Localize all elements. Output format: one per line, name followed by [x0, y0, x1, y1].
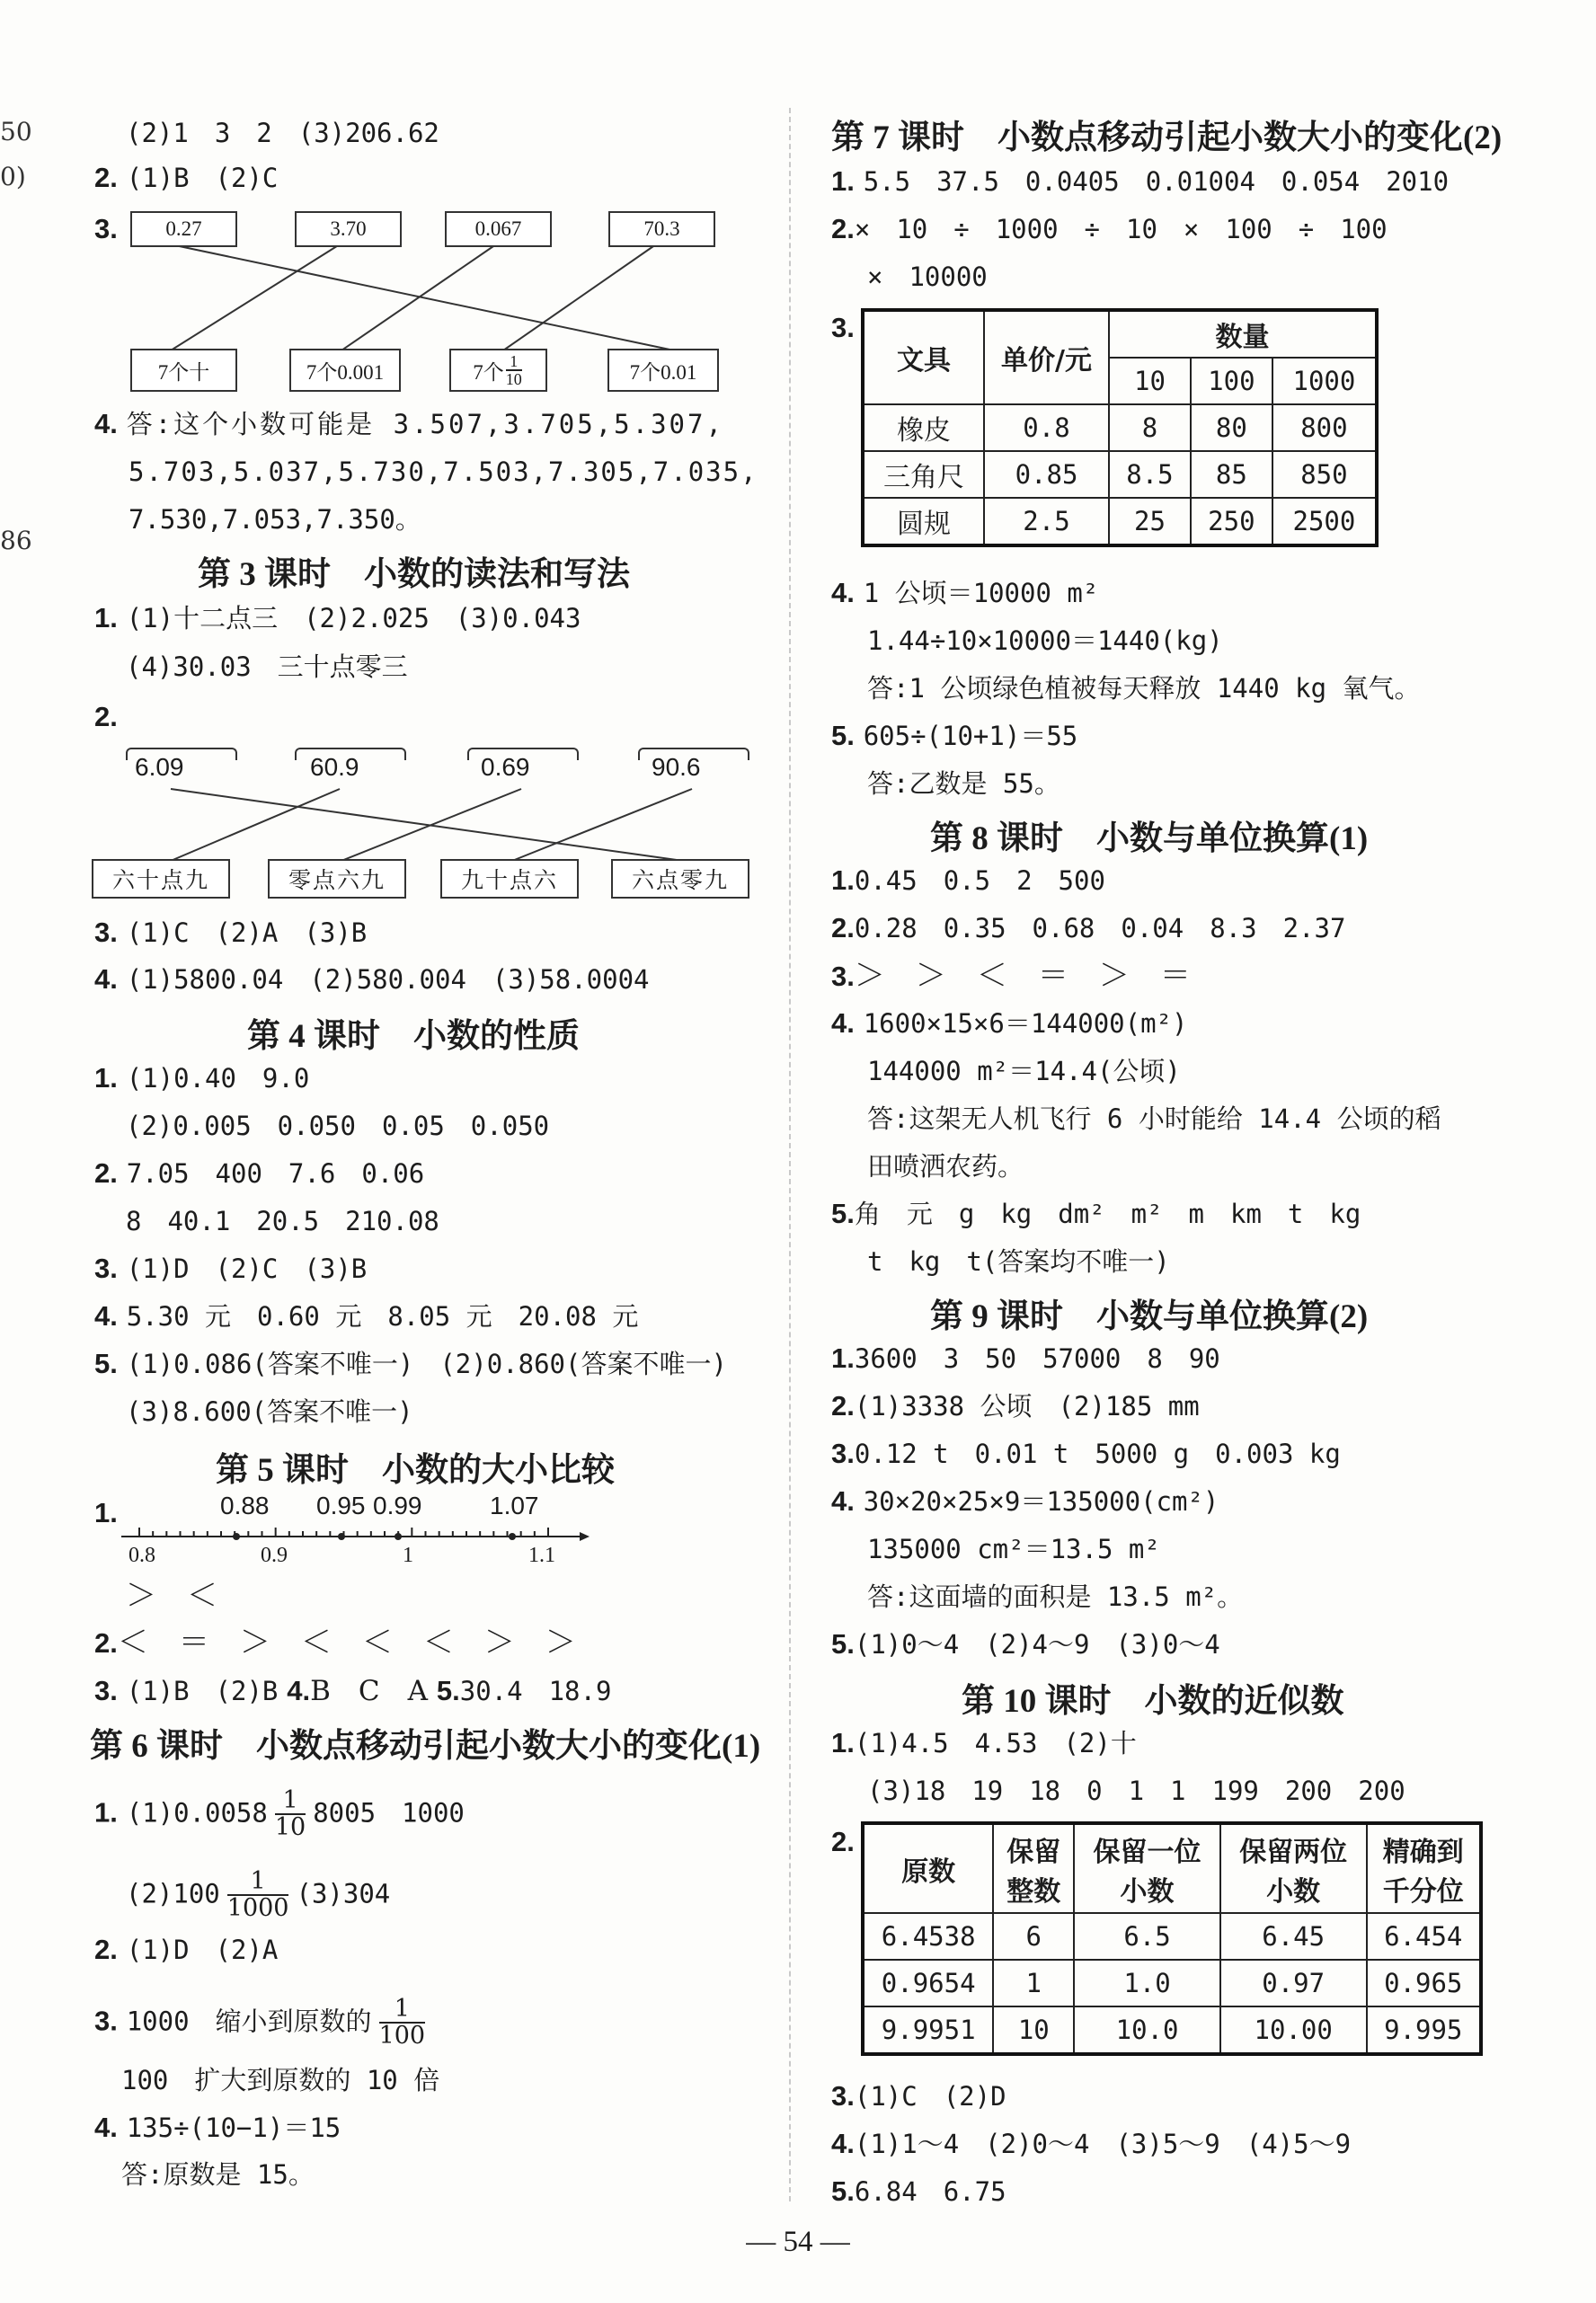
table-cell: 圆规 [863, 498, 984, 545]
table-cell: 2.5 [984, 498, 1109, 545]
match-tag: 零点六九 [268, 859, 406, 899]
question-number: 1. [94, 1796, 118, 1829]
table-cell: 1.0 [1074, 1960, 1220, 2006]
answer-line: (1)0～4 (2)4～9 (3)0～4 [854, 1629, 1220, 1660]
question-number: 3. [831, 961, 855, 992]
answer-line: 答:这面墙的面积是 13.5 m²。 [867, 1581, 1244, 1612]
match-tag: 六点零九 [611, 859, 749, 899]
table-cell: 6.4538 [863, 1913, 993, 1960]
table-cell: 10.00 [1220, 2006, 1367, 2054]
question-number: 3. [94, 213, 118, 244]
fraction: $\frac{1}{10}$ [274, 1786, 306, 1841]
match-value: 6.09 [135, 753, 184, 781]
match-value: 90.6 [652, 753, 701, 781]
page-number: — 54 — [746, 2226, 850, 2258]
answer-line: (1)D (2)A [126, 1935, 279, 1965]
match-box-bottom: 7个十 [130, 349, 237, 392]
table-header: 原数 [863, 1823, 993, 1913]
question-number: 3. [94, 2005, 118, 2037]
answer-line: × 10000 [867, 261, 988, 292]
answer-line: 0.12 t 0.01 t 5000 g 0.003 kg [854, 1439, 1341, 1469]
table-header: 保留一位 小数 [1074, 1823, 1220, 1913]
lesson-title: 第 7 课时 小数点移动引起小数大小的变化(2) [831, 120, 1503, 156]
question-number: 3. [94, 1675, 118, 1706]
answer-line: 6.84 6.75 [854, 2176, 1006, 2207]
number-line [0, 0, 791, 1599]
edge-fragment: 0) [0, 162, 26, 191]
answer-line: ＞ ＞ ＜ ＝ ＞ ＝ [854, 958, 1191, 994]
answer-line: (1)5800.04 (2)580.004 (3)58.0004 [126, 964, 650, 995]
table-cell: 0.9654 [863, 1960, 993, 2006]
table-cell: 8 [1109, 404, 1191, 451]
answer-line: ＞ ＜ [126, 1578, 217, 1614]
question-number: 2. [831, 1826, 855, 1857]
table-cell: 0.97 [1220, 1960, 1367, 2006]
table-header: 精确到 千分位 [1367, 1823, 1481, 1913]
table-cell: 6.5 [1074, 1913, 1220, 1960]
answer-line: 答:乙数是 55。 [867, 768, 1060, 799]
answer-line: (1)1～4 (2)0～4 (3)5～9 (4)5～9 [854, 2129, 1352, 2159]
question-number: 3. [831, 312, 855, 343]
table-cell: 三角尺 [863, 451, 984, 498]
table-header: 单价/元 [984, 310, 1109, 404]
answer-line: (1)0.40 9.0 [126, 1063, 310, 1094]
table-row [863, 1960, 1481, 2006]
table-row [863, 2006, 1481, 2054]
numberline-tick: 1 [403, 1544, 413, 1567]
question-number: 4. [831, 1007, 855, 1039]
fraction: $\frac{1}{100}$ [378, 1995, 426, 2050]
question-number: 5. [831, 720, 855, 751]
numberline-tick: 0.9 [261, 1544, 288, 1567]
numberline-mark: 1.07 [490, 1492, 539, 1519]
answer-line: 144000 m²＝14.4(公顷) [867, 1056, 1181, 1086]
match-box-bottom: 7个0.001 [289, 349, 401, 392]
answer-line: (1)0.086(答案不唯一) (2)0.860(答案不唯一) [126, 1349, 727, 1379]
lesson-title: 第 3 课时 小数的读法和写法 [198, 556, 630, 593]
question-number: 5. [94, 1348, 118, 1379]
answer-line: (3)304 [296, 1878, 391, 1909]
fraction: $\frac{1}{1000}$ [226, 1867, 289, 1922]
table-row [863, 1913, 1481, 1960]
answer-line: 答:这个小数可能是 3.507,3.705,5.307, [126, 409, 724, 439]
answer-line: (1)3338 公顷 (2)185 mm [854, 1391, 1200, 1422]
answer-line: (1)C (2)D [854, 2081, 1006, 2112]
table-cell: 0.965 [1367, 1960, 1481, 2006]
question-number: 4. [831, 2128, 855, 2159]
table-cell: 1 [993, 1960, 1074, 2006]
rounding-table [861, 1821, 1483, 2056]
answer-line: 答:1 公顷绿色植被每天释放 1440 kg 氧气。 [867, 673, 1421, 704]
numberline-mark: 0.88 [220, 1492, 270, 1519]
answer-line: 5.5 37.5 0.0405 0.01004 0.054 2010 [863, 166, 1450, 197]
table-cell: 850 [1272, 451, 1377, 498]
numberline-tick: 1.1 [528, 1544, 555, 1567]
match-value: 0.69 [481, 753, 530, 781]
lesson-title: 第 8 课时 小数与单位换算(1) [930, 820, 1369, 857]
answer-line: 3600 3 50 57000 8 90 [854, 1343, 1220, 1374]
answer-line: 5.30 元 0.60 元 8.05 元 20.08 元 [126, 1301, 639, 1332]
answer-line: (1)D (2)C (3)B [126, 1253, 368, 1284]
match-tag: 九十点六 [440, 859, 579, 899]
answer-line: 605÷(10+1)＝55 [863, 721, 1078, 751]
question-number: 2. [831, 912, 855, 943]
answer-line: ＜ ＝ ＞ ＜ ＜ ＜ ＞ ＞ [117, 1625, 576, 1661]
answer-line: 8 40.1 20.5 210.08 [126, 1206, 439, 1236]
answer-line: 0.28 0.35 0.68 0.04 8.3 2.37 [854, 913, 1346, 943]
table-header: 数量 [1109, 310, 1377, 358]
price-table [861, 308, 1379, 547]
table-cell: 9.9951 [863, 2006, 993, 2054]
answer-line: × 10 ÷ 1000 ÷ 10 × 100 ÷ 100 [854, 214, 1388, 244]
table-cell: 250 [1191, 498, 1272, 545]
answer-line: 1 公顷＝10000 m² [863, 578, 1099, 608]
table-cell: 8.5 [1109, 451, 1191, 498]
table-cell: 6 [993, 1913, 1074, 1960]
question-number: 4. [94, 1300, 118, 1332]
match-box-top: 70.3 [608, 211, 715, 247]
lesson-title: 第 6 课时 小数点移动引起小数大小的变化(1) [90, 1728, 761, 1765]
answer-line: (1)B (2)C [126, 163, 279, 193]
question-number: 5. [831, 1198, 855, 1229]
question-number: 2. [94, 1934, 118, 1965]
answer-line: 1000 缩小到原数的 [126, 2006, 372, 2037]
table-header: 保留两位 小数 [1220, 1823, 1367, 1913]
table-row [863, 404, 1377, 451]
answer-line: (2)1 3 2 (3)206.62 [126, 118, 439, 148]
answer-line: (1)十二点三 (2)2.025 (3)0.043 [126, 603, 581, 633]
question-number: 1. [831, 864, 855, 896]
table-cell: 6.45 [1220, 1913, 1367, 1960]
question-number: 3. [831, 1438, 855, 1469]
table-cell: 10 [1109, 358, 1191, 404]
match-box-top: 0.067 [445, 211, 552, 247]
table-header: 保留 整数 [993, 1823, 1074, 1913]
lesson-title: 第 9 课时 小数与单位换算(2) [930, 1298, 1369, 1335]
answer-line: (3)8.600(答案不唯一) [126, 1396, 413, 1427]
edge-fragment: 50 [0, 117, 32, 146]
table-cell: 800 [1272, 404, 1377, 451]
answer-line: (3)18 19 18 0 1 1 199 200 200 [867, 1776, 1405, 1806]
edge-fragment: 86 [0, 526, 32, 555]
answer-line: (1)B (2)B [126, 1676, 279, 1706]
match-box-top: 0.27 [130, 211, 237, 247]
answer-line: t kg t(答案均不唯一) [867, 1246, 1170, 1277]
answer-line: (1)C (2)A (3)B [126, 917, 368, 948]
lesson-title: 第 10 课时 小数的近似数 [962, 1683, 1344, 1720]
table-cell: 6.454 [1367, 1913, 1481, 1960]
answer-line: 5.703,5.037,5.730,7.503,7.305,7.035, [129, 456, 758, 487]
table-header: 文具 [863, 310, 984, 404]
question-number: 2. [94, 1627, 118, 1659]
question-number: 4. [831, 577, 855, 608]
match-box-bottom: 7个0.01 [607, 349, 719, 392]
answer-line: 1.44÷10×10000＝1440(kg) [867, 625, 1223, 656]
answer-line: 7.05 400 7.6 0.06 [126, 1158, 425, 1189]
answer-line: (1)0.0058 [126, 1797, 268, 1829]
question-number: 1. [94, 1497, 118, 1528]
answer-line: 角 元 g kg dm² m² m km t kg [854, 1199, 1361, 1229]
numberline-mark: 0.95 [316, 1492, 366, 1519]
table-cell: 10 [993, 2006, 1074, 2054]
question-number: 2. [94, 162, 118, 193]
table-cell: 1000 [1272, 358, 1377, 404]
lesson-title: 第 5 课时 小数的大小比较 [216, 1452, 615, 1489]
question-number: 2. [831, 1390, 855, 1422]
answer-line: 1600×15×6＝144000(m²) [863, 1008, 1188, 1039]
question-number: 1. [831, 165, 855, 197]
answer-line: 答:原数是 15。 [121, 2159, 315, 2190]
answer-line: 8005 1000 [313, 1797, 465, 1829]
question-number: 4. [94, 408, 118, 439]
table-cell: 0.85 [984, 451, 1109, 498]
numberline-mark: 0.99 [373, 1492, 422, 1519]
table-cell: 85 [1191, 451, 1272, 498]
table-row [863, 451, 1377, 498]
answer-line: B C A [310, 1675, 429, 1707]
match-box-bottom: 7个 $\frac{1}{10}$ [449, 349, 547, 392]
match-box-top: 3.70 [295, 211, 402, 247]
lesson-title: 第 4 课时 小数的性质 [247, 1018, 580, 1055]
match-tag: 六十点九 [92, 859, 230, 899]
match-value: 60.9 [310, 753, 359, 781]
table-cell: 10.0 [1074, 2006, 1220, 2054]
table-row [863, 498, 1377, 545]
answer-line: (4)30.03 三十点零三 [126, 651, 408, 682]
question-number: 1. [94, 1062, 118, 1094]
answer-line: (2)100 [126, 1878, 220, 1909]
table-cell: 9.995 [1367, 2006, 1481, 2054]
answer-line: 135÷(10−1)＝15 [126, 2113, 341, 2143]
question-number: 4. [287, 1675, 311, 1706]
question-number: 3. [94, 1253, 118, 1284]
question-number: 1. [831, 1342, 855, 1374]
table-cell: 100 [1191, 358, 1272, 404]
answer-line: 30.4 18.9 [459, 1676, 612, 1706]
table-cell: 2500 [1272, 498, 1377, 545]
question-number: 4. [94, 2112, 118, 2143]
question-number: 4. [831, 1485, 855, 1517]
question-number: 1. [94, 602, 118, 633]
answer-line: 0.45 0.5 2 500 [854, 865, 1105, 896]
numberline-tick: 0.8 [129, 1544, 155, 1567]
table-cell: 0.8 [984, 404, 1109, 451]
question-number: 5. [831, 1628, 855, 1660]
question-number: 5. [831, 2175, 855, 2207]
answer-line: 100 扩大到原数的 10 倍 [121, 2065, 440, 2095]
question-number: 4. [94, 963, 118, 995]
table-cell: 橡皮 [863, 404, 984, 451]
question-number: 2. [831, 213, 855, 244]
table-cell: 25 [1109, 498, 1191, 545]
answer-line: 答:这架无人机飞行 6 小时能给 14.4 公顷的稻 [867, 1103, 1441, 1134]
answer-line: 田喷洒农药。 [867, 1151, 1024, 1182]
answer-line: 7.530,7.053,7.350。 [129, 504, 421, 535]
answer-line: (2)0.005 0.050 0.05 0.050 [126, 1111, 550, 1141]
question-number: 3. [831, 2080, 855, 2112]
answer-line: (1)4.5 4.53 (2)十 [854, 1728, 1137, 1758]
question-number: 3. [94, 917, 118, 948]
question-number: 5. [436, 1675, 460, 1706]
answer-line: 135000 cm²＝13.5 m² [867, 1534, 1160, 1564]
table-cell: 80 [1191, 404, 1272, 451]
question-number: 2. [94, 1157, 118, 1189]
question-number: 1. [831, 1727, 855, 1758]
answer-line: 30×20×25×9＝135000(cm²) [863, 1486, 1219, 1517]
question-number: 2. [94, 701, 118, 732]
